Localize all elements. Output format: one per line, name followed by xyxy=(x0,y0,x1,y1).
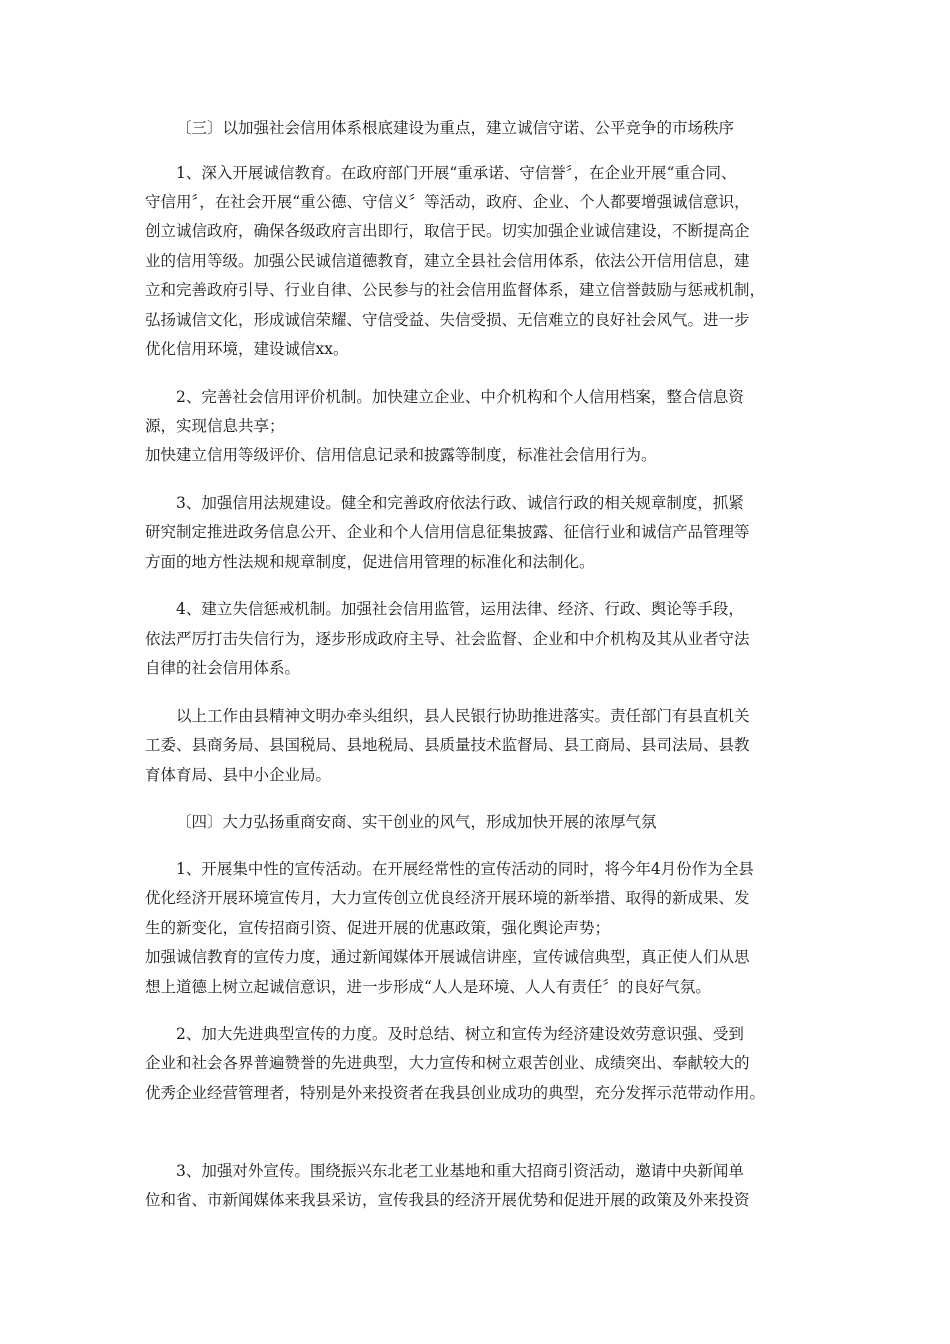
paragraph-line: 4、建立失信惩戒机制。加强社会信用监管，运用法律、经济、行政、舆论等手段， xyxy=(176,600,744,618)
paragraph-line: 2、完善社会信用评价机制。加快建立企业、中介机构和个人信用档案，整合信息资 xyxy=(176,388,744,406)
paragraph-line: 加强诚信教育的宣传力度，通过新闻媒体开展诚信讲座，宣传诚信典型，真正使人们从思 xyxy=(145,948,750,966)
paragraph-line: 1、开展集中性的宣传活动。在开展经常性的宣传活动的同时，将今年4月份作为全县 xyxy=(176,860,754,878)
paragraph-line: 2、加大先进典型宣传的力度。及时总结、树立和宣传为经济建设效劳意识强、受到 xyxy=(176,1025,744,1043)
paragraph-line: 业的信用等级。加强公民诚信道德教育，建立全县社会信用体系，依法公开信用信息，建 xyxy=(145,252,750,270)
paragraph-line: 创立诚信政府，确保各级政府言出即行，取信于民。切实加强企业诚信建设，不断提高企 xyxy=(145,222,750,240)
paragraph-line: 生的新变化，宣传招商引资、促进开展的优惠政策，强化舆论声势； xyxy=(145,919,611,937)
paragraph-line: 依法严厉打击失信行为，逐步形成政府主导、社会监督、企业和中介机构及其从业者守法 xyxy=(145,630,750,648)
section-3-heading: 〔三〕以加强社会信用体系根底建设为重点，建立诚信守诺、公平竞争的市场秩序 xyxy=(176,119,735,137)
paragraph-line: 加快建立信用等级评价、信用信息记录和披露等制度，标准社会信用行为。 xyxy=(145,446,657,464)
paragraph-line: 以上工作由县精神文明办牵头组织，县人民银行协助推进落实。责任部门有县直机关 xyxy=(176,707,750,725)
paragraph-line: 源，实现信息共享； xyxy=(145,417,285,435)
paragraph-line: 3、加强对外宣传。围绕振兴东北老工业基地和重大招商引资活动，邀请中央新闻单 xyxy=(176,1162,744,1180)
section-4-heading: 〔四〕大力弘扬重商安商、实干创业的风气，形成加快开展的浓厚气氛 xyxy=(176,813,657,831)
paragraph-line: 优化经济开展环境宣传月，大力宣传创立优良经济开展环境的新举措、取得的新成果、发 xyxy=(145,889,750,907)
paragraph-line: 立和完善政府引导、行业自律、公民参与的社会信用监督体系，建立信誉鼓励与惩戒机制， xyxy=(145,281,766,299)
paragraph-line: 方面的地方性法规和规章制度，促进信用管理的标准化和法制化。 xyxy=(145,553,595,571)
paragraph-line: 弘扬诚信文化，形成诚信荣耀、守信受益、失信受损、无信难立的良好社会风气。进一步 xyxy=(145,311,750,329)
paragraph-line: 3、加强信用法规建设。健全和完善政府依法行政、诚信行政的相关规章制度，抓紧 xyxy=(176,494,744,512)
paragraph-line: 1、深入开展诚信教育。在政府部门开展“重承诺、守信誉〞，在企业开展“重合同、 xyxy=(176,164,737,182)
paragraph-line: 位和省、市新闻媒体来我县采访，宣传我县的经济开展优势和促进开展的政策及外来投资 xyxy=(145,1191,750,1209)
paragraph-line: 守信用〞，在社会开展“重公德、守信义〞等活动，政府、企业、个人都要增强诚信意识， xyxy=(145,193,750,211)
paragraph-line: 企业和社会各界普遍赞誉的先进典型，大力宣传和树立艰苦创业、成绩突出、奉献较大的 xyxy=(145,1054,750,1072)
paragraph-line: 工委、县商务局、县国税局、县地税局、县质量技术监督局、县工商局、县司法局、县教 xyxy=(145,736,750,754)
paragraph-line: 优化信用环境，建设诚信xx。 xyxy=(145,340,349,358)
paragraph-line: 优秀企业经营管理者，特别是外来投资者在我县创业成功的典型，充分发挥示范带动作用。 xyxy=(145,1084,766,1102)
paragraph-line: 研究制定推进政务信息公开、企业和个人信用信息征集披露、征信行业和诚信产品管理等 xyxy=(145,523,750,541)
paragraph-line: 自律的社会信用体系。 xyxy=(145,659,301,677)
paragraph-line: 育体育局、县中小企业局。 xyxy=(145,766,332,784)
paragraph-line: 想上道德上树立起诚信意识，进一步形成“人人是环境、人人有责任〞的良好气氛。 xyxy=(145,978,711,996)
